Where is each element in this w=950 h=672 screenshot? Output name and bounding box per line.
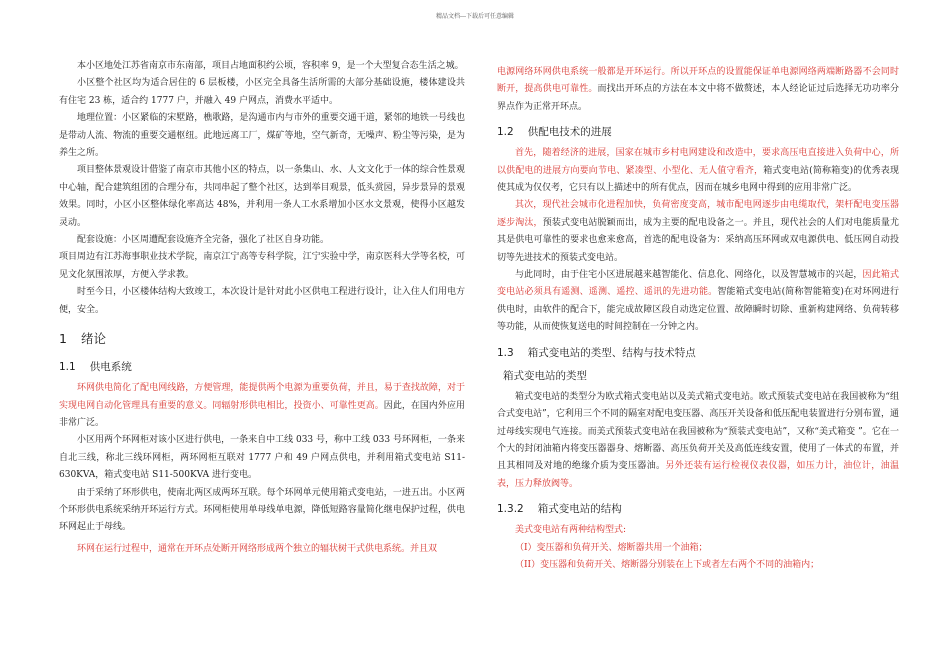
- chapter-title: 绪论: [80, 331, 106, 347]
- paragraph: 由于采纳了环形供电，使南北两区成两环互联。每个环网单元使用箱式变电站，一进五出。小区两个环形供电系统采纳开环运行方式。环网柜使用单母线单电源，降低短路容量简化继电保护过程，供电环网起止于母线。: [59, 487, 465, 533]
- page-header: 精品文档---下载后可任意编辑: [435, 13, 515, 20]
- paragraph: 小区整个社区均为适合居住的 6 层板楼，小区完全具备生活所需的大部分基础设施，楼体建设共有住宅 23 栋，适合约 1777 户，并融入 49 户网点，消费水平适中。: [59, 78, 465, 106]
- paragraph: [497, 389, 899, 493]
- paragraph-text: 因此，在国内外应用非常广泛。: [59, 400, 465, 428]
- paragraph: 地理位置：小区紧临的宋墅路，樵歌路，是沟通市内与市外的重要交通干道，紧邻的地铁一号线也是带动人流、物流的重要交通枢纽。此地远离工厂，煤矿等地，空气新奇，无噪声、粉尘等污染，是为养生之所。: [59, 113, 465, 159]
- paragraph: 时至今日，小区楼体结构大致竣工，本次设计是针对此小区供电工程进行设计，让入住人们用电方便，安全。: [59, 287, 465, 315]
- subsection-heading: 箱式变电站的类型: [503, 369, 587, 382]
- left-column: [59, 58, 465, 558]
- paragraph: 环网在运行过程中，通常在开环点处断开网络形成两个独立的辐状树干式供电系统。并且双: [77, 543, 438, 554]
- paragraph-text: 而找出开环点的方法在本文中将不做赘述，本人经论证过后选择无功功率分界点作为正常开环点。: [497, 84, 899, 112]
- highlighted-text: 其次，现代社会城市化进程加快，负荷密度变高，城市配电网逐步由电缆取代，架杆配电变压器逐步淘汰，: [497, 200, 899, 228]
- highlighted-text: 电源网络环网供电系统一般都是开环运行。所以开环点的设置能保证单电源网络两端断路器不会同时断开，提高供电可靠性。: [497, 67, 899, 95]
- paragraph: [59, 380, 465, 432]
- paragraph-text: 箱式变电站的类型分为欧式箱式变电站以及美式箱式变电站。欧式预装式变电站在我国被称为“组合式变电站”，它利用三个不同的隔室对配电变压器、高压开关设备和低压配电装置进行分别布置，通过母线实现电气连接。而美式预装式变电站在我国被称为“预装式变电站”，又称“美式箱变 ”。它在一个大的封闭油箱内将变压器器身、熔断器、高压负荷开关及高低连线安置，使用了一体式的布置，并且其相同及对地的绝缘介质为变压器油。: [497, 391, 899, 472]
- section-number: 1.3.2: [497, 503, 524, 516]
- paragraph-text: 智能箱式变电站(简称智能箱变)在对环网进行供电时，由软件的配合下，能完成故障区段自动选定位置、故障瞬时切除、重新构建网络、负荷转移等功能，从而使恢复送电的时间控制在一分钟之内。: [497, 287, 899, 333]
- section-number: 1.3: [497, 346, 514, 359]
- highlighted-text: 随着经济的进展，国家在城市乡村电网建设和改造中，要求高压电直接进入负荷中心，所以供配电的进展方向要向节电、紧凑型、小型化、无人值守看齐，: [497, 148, 899, 176]
- section-title: 供电系统: [89, 361, 132, 374]
- right-column: [497, 64, 899, 574]
- paragraph-text: 箱式变电站(简称箱变)的优秀表现使其成为仅仅考，它只有以上描述中的所有优点，因而在城乡电网中得到的应用非常广泛。: [497, 165, 899, 194]
- paragraph: 项目整体景观设计借鉴了南京市其他小区的特点，以一条集山、水、人文文化于一体的综合性景观中心轴，配合建筑组团的合理分布，共同串起了整个社区，达到举目观景，低头赏园，异步景异的景观效果。同时，小区小区整体绿化率高达 48%，并利用一条人工水系增加小区水文景观，使得小区越发灵动。: [59, 165, 465, 228]
- paragraph: 美式变电站有两种结构型式:: [515, 525, 627, 536]
- paragraph: [497, 145, 899, 197]
- paragraph-text: 预装式变电站脱颖而出，成为主要的配电设备之一。并且，现代社会的人们对电能质量尤其是供电可靠性的要求也愈来愈高，首选的配电设备为：采纳高压环网或双电源供电、低压网自动投切等先进技术的预装式变电站。: [497, 217, 899, 263]
- paragraph-text: 首先，: [515, 148, 543, 159]
- subsection-heading: [497, 501, 899, 516]
- section-heading: [59, 359, 465, 374]
- paragraph: 配套设施：小区周遭配套设施齐全完备，强化了社区自身功能。: [77, 235, 330, 246]
- paragraph-text: 与此同时，由于住宅小区进展越来越智能化、信息化、网络化，以及智慧城市的兴起，: [515, 270, 863, 281]
- chapter-number: 1: [59, 331, 67, 347]
- highlighted-text: 因此箱式变电站必须具有遥测、遥测、遥控、遥讯的先进功能。: [497, 270, 899, 298]
- highlighted-text: 另外还装有运行检视仪表仪器，如压力计，油位计，油温表，压力释放阀等。: [497, 461, 899, 489]
- paragraph: 本小区地处江苏省南京市东南部，项目占地面积约公顷，容积率 9，是一个大型复合态生活之城。: [77, 61, 464, 71]
- section-title: 箱式变电站的类型、结构与技术特点: [527, 346, 696, 359]
- paragraph: [497, 197, 899, 267]
- paragraph: [497, 267, 899, 337]
- paragraph: [497, 64, 899, 116]
- section-title: 箱式变电站的结构: [537, 503, 622, 516]
- paragraph: 项目周边有江苏海事职业技术学院，南京江宁高等专科学院，江宁实验中学，南京医科大学等名校，可见文化氛围浓厚，方便入学求教。: [59, 252, 465, 280]
- list-item: （I）变压器和负荷开关、熔断器共用一个油箱；: [515, 542, 708, 553]
- highlighted-text: 环网供电简化了配电网线路，方便管理，能提供两个电源为重要负荷，并且，易于查找故障，对于实现电网自动化管理具有重要的意义。同辐射形供电相比，投资小、可靠性更高。: [59, 383, 465, 411]
- section-title: 供配电技术的进展: [527, 126, 612, 139]
- section-number: 1.2: [497, 126, 514, 139]
- paragraph: 小区用两个环网柜对该小区进行供电，一条来自中工线 033 号，称中工线 033 号环网柜，一条来自北三线，称北三线环网柜，两环网柜互联对 1777 户和 49 户网点供电，并利用箱式变电站 S11-630KVA，箱式变电站 S11-500KVA 进行变电。: [59, 435, 465, 481]
- section-number: 1.1: [59, 361, 76, 374]
- section-heading: [497, 345, 899, 360]
- section-heading: [497, 124, 899, 139]
- list-item: （II）变压器和负荷开关、熔断器分别装在上下或者左右两个不同的油箱内；: [515, 559, 820, 570]
- chapter-heading: [59, 329, 465, 347]
